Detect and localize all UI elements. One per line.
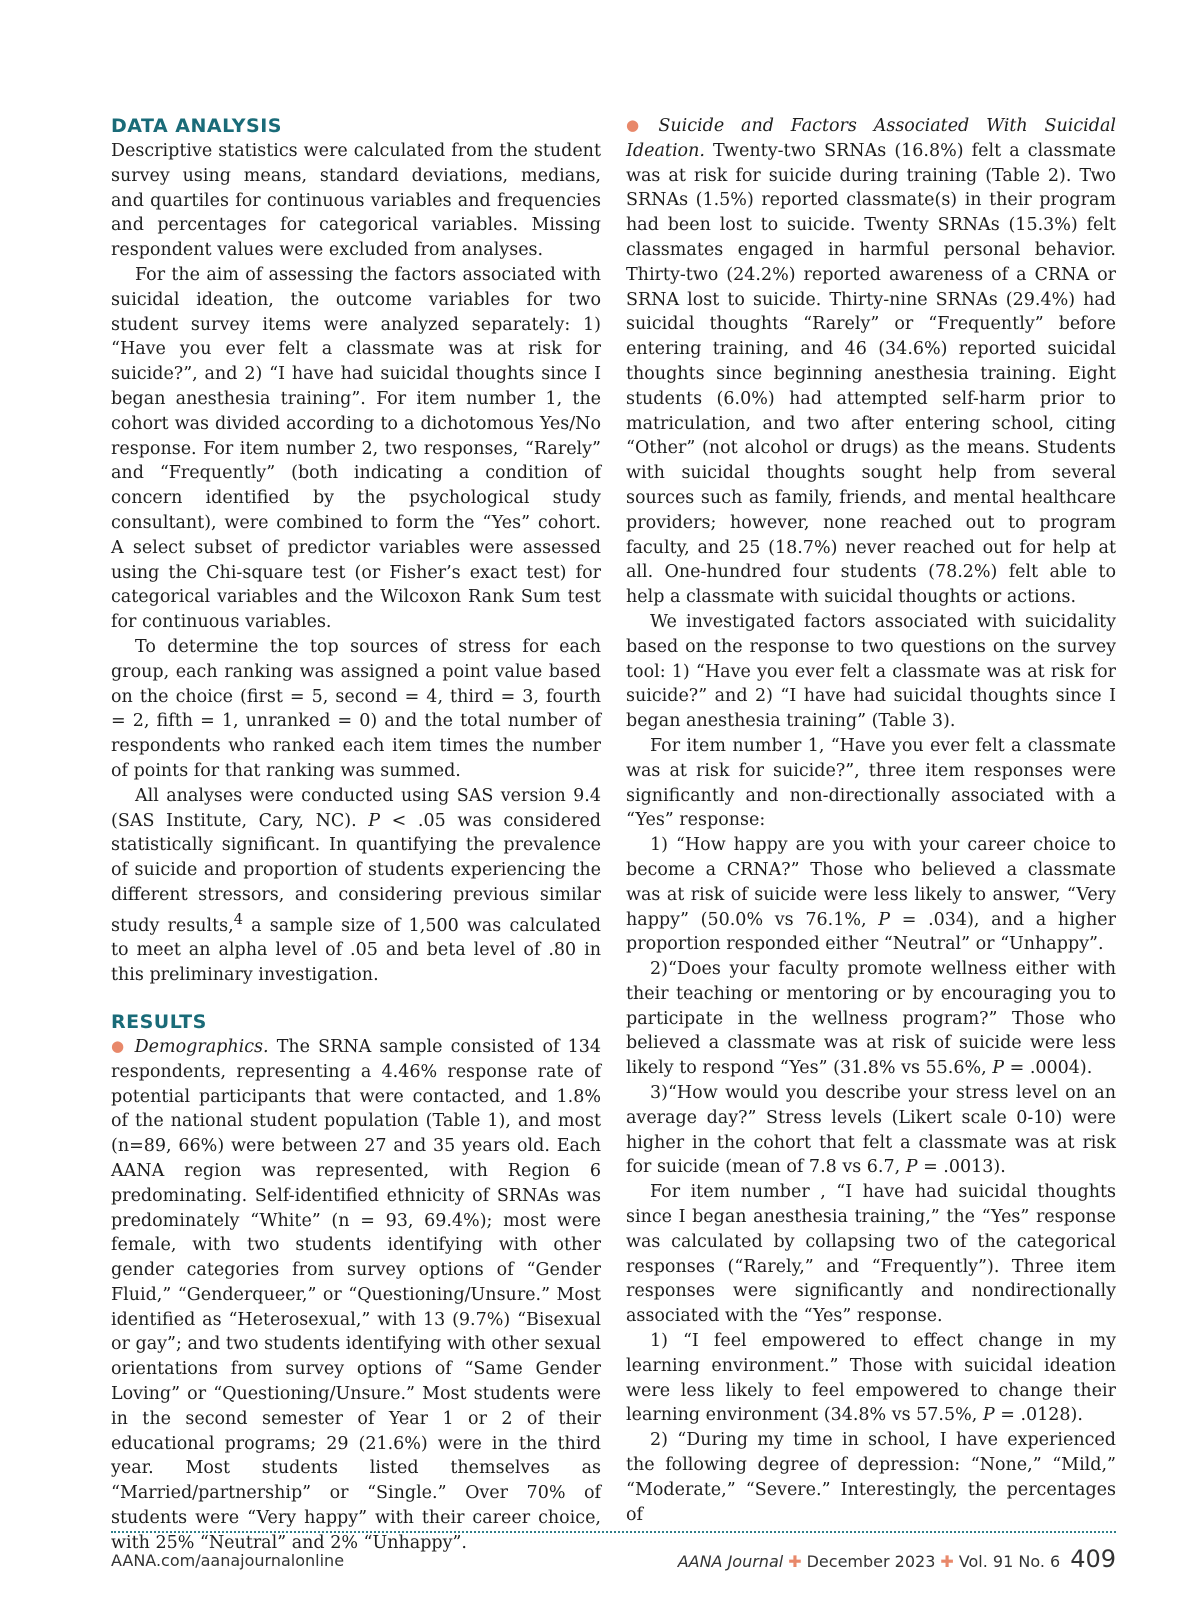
item1-question2 bbox=[626, 957, 1116, 1081]
text-segment: 2)“Does your faculty promote wellness either with their teaching or mentoring or by encouraging you to participate in the wellness program?” Those who believed a classmate was at risk of suicide were less likely to respond “Yes” (31.8% vs 55.6%, bbox=[626, 959, 1116, 1079]
volume-number: Vol. 91 No. 6 bbox=[958, 1552, 1061, 1571]
bullet-icon: ● bbox=[111, 1036, 127, 1055]
item1-question1 bbox=[626, 833, 1116, 957]
p-symbol: P bbox=[992, 1058, 1005, 1079]
p-symbol: P bbox=[878, 909, 891, 930]
demographics-subheading: Demographics. bbox=[134, 1036, 269, 1057]
investigated-paragraph: We investigated factors associated with suicidality based on the response to two questions on the survey tool: 1) “Have you ever felt a classmate was at risk for suicide?” and 2) “I have had suicidal thoughts since I began anesthesia training” (Table 3). bbox=[626, 611, 1116, 732]
item2-response2: 2) “During my time in school, I have experienced the following degree of depression: “None,” “Mild,” “Moderate,” “Severe.” Interestingly, the percentages of bbox=[626, 1430, 1116, 1525]
text-segment: < .05 was considered statistically significant. In quantifying the prevalence of suicide and proportion of students experiencing the different stressors, and considering previous similar study results, bbox=[111, 810, 601, 936]
demographics-text: The SRNA sample consisted of 134 respondents, representing a 4.46% response rate of potential participants that were contacted, and 1.8% of the national student population (Table 1), and most (n=89, 66%) were between 27 and 35 years old. Each AANA region was represented, with Region 6 predominating. Self-identified ethnicity of SRNAs was predominately “White” (n = 93, 69.4%); most were female, with two students identifying with other gender categories from survey options of “Gender Fluid,” “Genderqueer,” or “Questioning/Unsure.” Most identified as “Heterosexual,” with 13 (9.7%) “Bisexual or gay”; and two students identifying with other sexual orientations from survey options of “Same Gender Loving” or “Questioning/Unsure.” Most students were in the second semester of Year 1 or 2 of their educational programs; 29 (21.6%) were in the third year. Most students listed themselves as “Married/partnership” or “Single.” Over 70% of students were “Very happy” with their career choice, with 25% “Neutral” and 2% “Unhappy”. bbox=[111, 1036, 601, 1553]
data-analysis-paragraph-3: To determine the top sources of stress for each group, each ranking was assigned a point value based on the choice (first = 5, second = 4, third = 3, fourth = 2, fifth = 1, unranked = 0) and the total number of respondents who ranked each item times the number of points for that ranking was summed. bbox=[111, 636, 601, 781]
item1-question3 bbox=[626, 1081, 1116, 1180]
text-segment: All analyses were conducted using SAS version 9.4 (SAS Institute, Cary, NC). bbox=[111, 785, 601, 831]
text-segment: = .0004). bbox=[1004, 1058, 1093, 1079]
text-segment: 1) “How happy are you with your career choice to become a CRNA?” Those who believed a classmate was at risk of suicide were less likely to answer, “Very happy” (50.0% vs 76.1%, bbox=[626, 835, 1116, 930]
p-symbol: P bbox=[982, 1405, 995, 1426]
plus-separator-icon: ✚ bbox=[788, 1552, 802, 1571]
suicide-factors-subheading: Suicide and Factors Associated With Suicidal Ideation. bbox=[626, 116, 1117, 161]
left-column bbox=[111, 114, 601, 1556]
text-segment: 1) “I feel empowered to effect change in my learning environment.” Those with suicidal ideation were less likely to feel empowered to change their learning environment (34.8% vs 57.5%, bbox=[626, 1331, 1116, 1426]
plus-separator-icon: ✚ bbox=[940, 1552, 954, 1571]
reference-superscript: 4 bbox=[233, 910, 243, 928]
footer-website-link[interactable]: AANA.com/aanajournalonline bbox=[111, 1551, 345, 1570]
bullet-icon: ● bbox=[626, 116, 651, 134]
issue-date: December 2023 bbox=[806, 1552, 936, 1571]
demographics-paragraph bbox=[111, 1035, 601, 1556]
data-analysis-paragraph-4 bbox=[111, 784, 601, 988]
page-number: 409 bbox=[1070, 1545, 1116, 1573]
text-segment: 3)“How would you describe your stress level on an average day?” Stress levels (Likert scale 0-10) were higher in the cohort that felt a classmate was at risk for suicide (mean of 7.8 vs 6.7, bbox=[626, 1083, 1116, 1178]
results-heading: RESULTS bbox=[111, 1010, 207, 1033]
p-symbol: P bbox=[905, 1157, 918, 1178]
text-segment: = .0013). bbox=[917, 1157, 1006, 1178]
page-footer bbox=[111, 1545, 1116, 1575]
item2-response1 bbox=[626, 1329, 1116, 1428]
footer-divider bbox=[111, 1531, 1116, 1533]
data-analysis-heading: DATA ANALYSIS bbox=[111, 115, 282, 137]
journal-name: AANA Journal bbox=[677, 1552, 784, 1571]
right-column bbox=[626, 114, 1116, 1527]
suicide-factors-paragraph bbox=[626, 114, 1116, 610]
item1-paragraph: For item number 1, “Have you ever felt a classmate was at risk for suicide?”, three item responses were significantly and non-directionally associated with a “Yes” response: bbox=[626, 735, 1116, 831]
data-analysis-paragraph-1: Descriptive statistics were calculated from the student survey using means, standard deviations, medians, and quartiles for continuous variables and frequencies and percentages for categorical variables. Missing respondent values were excluded from analyses. bbox=[111, 141, 601, 261]
text-segment: a sample size of 1,500 was calculated to meet an alpha level of .05 and beta level of .80 in this preliminary investigation. bbox=[111, 915, 601, 986]
suicide-factors-text: Twenty-two SRNAs (16.8%) felt a classmate was at risk for suicide during training (Table 2). Two SRNAs (1.5%) reported classmate(s) in their program had been lost to suicide. Twenty SRNAs (15.3%) felt classmates engaged in harmful personal behavior. Thirty-two (24.2%) reported awareness of a CRNA or SRNA lost to suicide. Thirty-nine SRNAs (29.4%) had suicidal thoughts “Rarely” or “Frequently” before entering training, and 46 (34.6%) reported suicidal thoughts since beginning anesthesia training. Eight students (6.0%) had attempted self-harm prior to matriculation, and two after entering school, citing “Other” (not alcohol or drugs) as the means. Students with suicidal thoughts sought help from several sources such as family, friends, and mental healthcare providers; however, none reached out to program faculty, and 25 (18.7%) never reached out for help at all. One-hundred four students (78.2%) felt able to help a classmate with suicidal thoughts or actions. bbox=[626, 140, 1116, 608]
text-segment: = .0128). bbox=[994, 1405, 1083, 1426]
p-symbol: P bbox=[368, 810, 381, 831]
data-analysis-paragraph-2: For the aim of assessing the factors associated with suicidal ideation, the outcome variables for two student survey items were analyzed separately: 1) “Have you ever felt a classmate was at risk for suicide?”, and 2) “I have had suicidal thoughts since I began anesthesia training”. For item number 1, the cohort was divided according to a dichotomous Yes/No response. For item number 2, two responses, “Rarely” and “Frequently” (both indicating a condition of concern identified by the psychological study consultant), were combined to form the “Yes” cohort. A select subset of predictor variables were assessed using the Chi-square test (or Fisher’s exact test) for categorical variables and the Wilcoxon Rank Sum test for continuous variables. bbox=[111, 264, 601, 633]
item2-paragraph: For item number , “I have had suicidal thoughts since I began anesthesia training,” the “Yes” response was calculated by collapsing two of the categorical responses (“Rarely,” and “Frequently”). Three item responses were significantly and nondirectionally associated with the “Yes” response. bbox=[626, 1182, 1116, 1327]
footer-citation bbox=[678, 1545, 1116, 1573]
text-segment: = .034), and a higher proportion responded either “Neutral” or “Unhappy”. bbox=[626, 909, 1116, 955]
